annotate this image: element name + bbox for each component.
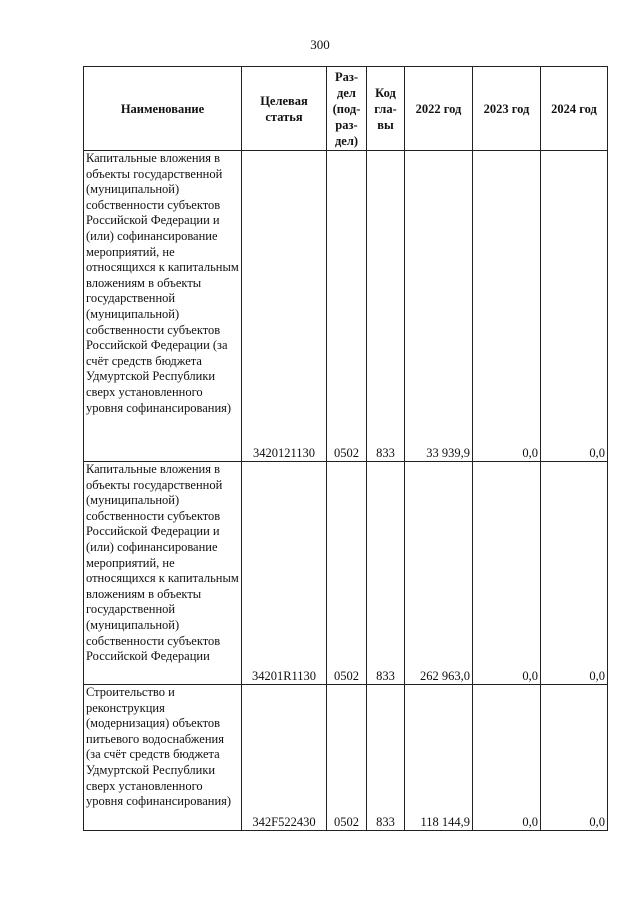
table-row <box>84 462 608 685</box>
table-header-row <box>84 67 608 151</box>
table-row <box>84 685 608 831</box>
row-target-article: 342F522430 <box>242 685 327 831</box>
header-target-article: Целевая статья <box>242 67 327 151</box>
row-target-article: 34201R1130 <box>242 462 327 685</box>
budget-table <box>83 66 608 831</box>
row-section: 0502 <box>327 685 367 831</box>
row-chapter-code: 833 <box>367 685 405 831</box>
row-chapter-code: 833 <box>367 151 405 462</box>
header-name: Наименование <box>84 67 242 151</box>
row-2023: 0,0 <box>473 462 541 685</box>
header-chapter-code: Код гла-вы <box>367 67 405 151</box>
table-row <box>84 151 608 462</box>
row-2022: 33 939,9 <box>405 151 473 462</box>
row-chapter-code: 833 <box>367 462 405 685</box>
row-2023: 0,0 <box>473 151 541 462</box>
header-2023: 2023 год <box>473 67 541 151</box>
row-section: 0502 <box>327 462 367 685</box>
row-2024: 0,0 <box>541 151 608 462</box>
row-name: Капитальные вложения в объекты государственной (муниципальной) собственности субъектов Российской Федерации и (или) софинансирование мероприятий, не относящихся к капитальным вложениям в объекты государственной (муниципальной) собственности субъектов Российской Федерации (за счёт средств бюджета Удмуртской Республики сверх установленного уровня софинансирования) <box>84 151 242 462</box>
page-number: 300 <box>310 37 330 52</box>
row-name: Капитальные вложения в объекты государственной (муниципальной) собственности субъектов Российской Федерации и (или) софинансирование мероприятий, не относящихся к капитальным вложениям в объекты государственной (муниципальной) собственности субъектов Российской Федерации <box>84 462 242 685</box>
header-section: Раз-дел (под-раз-дел) <box>327 67 367 151</box>
header-2022: 2022 год <box>405 67 473 151</box>
row-2022: 118 144,9 <box>405 685 473 831</box>
header-2024: 2024 год <box>541 67 608 151</box>
row-2022: 262 963,0 <box>405 462 473 685</box>
row-2024: 0,0 <box>541 685 608 831</box>
row-name: Строительство и реконструкция (модернизация) объектов питьевого водоснабжения (за счёт средств бюджета Удмуртской Республики сверх установленного уровня софинансирования) <box>84 685 242 831</box>
row-2024: 0,0 <box>541 462 608 685</box>
row-target-article: 3420121130 <box>242 151 327 462</box>
row-2023: 0,0 <box>473 685 541 831</box>
row-section: 0502 <box>327 151 367 462</box>
